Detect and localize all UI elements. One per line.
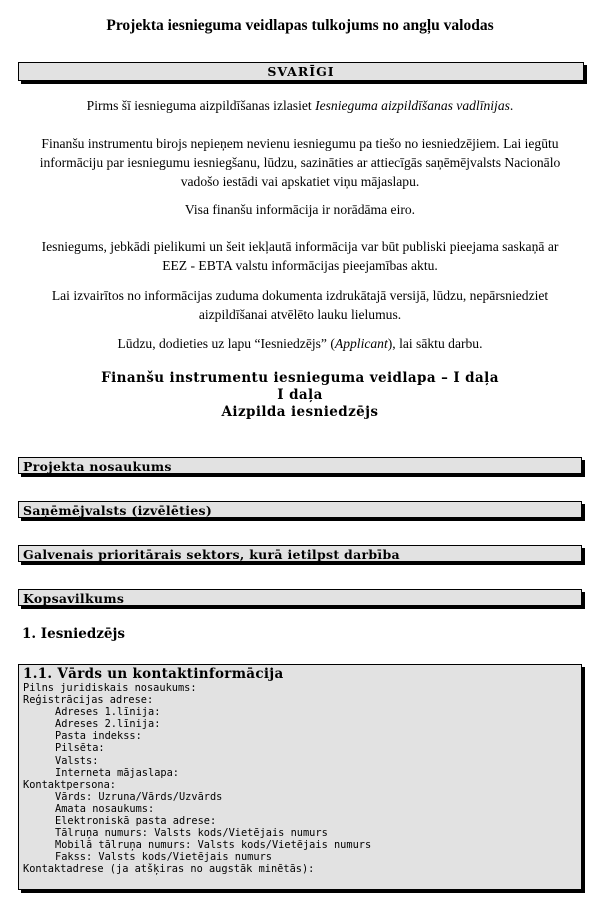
part-heading-line3: Aizpilda iesniedzējs bbox=[221, 404, 379, 420]
priority-sector-field[interactable]: Galvenais prioritārais sektors, kurā ietilpst darbība bbox=[18, 545, 582, 562]
address-line2-row[interactable]: Adreses 2.līnija: bbox=[55, 718, 161, 731]
postal-code-row[interactable]: Pasta indekss: bbox=[55, 730, 142, 743]
website-row[interactable]: Interneta mājaslapa: bbox=[55, 766, 179, 779]
part-heading-line1: Finanšu instrumentu iesnieguma veidlapa – I daļa bbox=[101, 370, 499, 386]
contact-information-box bbox=[18, 664, 582, 890]
address-line1-row[interactable]: Adreses 1.līnija: bbox=[55, 706, 161, 719]
section-applicant-heading: 1. Iesniedzējs bbox=[22, 626, 126, 642]
important-banner: SVARĪGI bbox=[18, 62, 584, 81]
country-row[interactable]: Valsts: bbox=[55, 754, 99, 767]
intro-paragraph-guidelines: Pirms šī iesnieguma aizpildīšanas izlasiet Iesnieguma aizpildīšanas vadlīnijas. bbox=[86, 98, 514, 113]
part-heading-line2: I daļa bbox=[277, 387, 323, 403]
intro-paragraph-submission: Finanšu instrumentu birojs nepieņem nevienu iesniegumu pa tiešo no iesniedzējiem. Lai iegūtu informāciju par iesniegumu iesniegšanu, lūdzu, sazināties ar attiecīgās saņēmējvalsts Nacionālo vadošo iestādi vai apskatiet viņu mājaslapu. bbox=[39, 136, 561, 189]
contact-person-row: Kontaktpersona: bbox=[23, 778, 116, 791]
contact-name-row[interactable]: Vārds: Uzruna/Vārds/Uzvārds bbox=[55, 790, 223, 803]
intro-paragraph-currency: Visa finanšu informācija ir norādāma eiro. bbox=[184, 202, 416, 217]
summary-field[interactable]: Kopsavilkums bbox=[18, 589, 582, 606]
project-name-field[interactable]: Projekta nosaukums bbox=[18, 457, 582, 474]
registration-address-row: Reģistrācijas adrese: bbox=[23, 694, 154, 707]
fax-row[interactable]: Fakss: Valsts kods/Vietējais numurs bbox=[55, 851, 272, 864]
contact-address-row[interactable]: Kontaktadrese (ja atšķiras no augstāk minētās): bbox=[23, 863, 315, 876]
mobile-phone-row[interactable]: Mobilā tālruņa numurs: Valsts kods/Vietējais numurs bbox=[55, 839, 372, 852]
email-row[interactable]: Elektroniskā pasta adrese: bbox=[55, 815, 217, 828]
intro-paragraph-start: Lūdzu, dodieties uz lapu “Iesniedzējs” (Applicant), lai sāktu darbu. bbox=[117, 336, 483, 351]
beneficiary-country-field[interactable]: Saņēmējvalsts (izvēlēties) bbox=[18, 501, 582, 518]
city-row[interactable]: Pilsēta: bbox=[55, 742, 105, 755]
document-title: Projekta iesnieguma veidlapas tulkojums no angļu valodas bbox=[106, 17, 494, 34]
job-title-row[interactable]: Amata nosaukums: bbox=[55, 802, 155, 815]
intro-paragraph-field-size: Lai izvairītos no informācijas zuduma dokumenta izdrukātajā versijā, lūdzu, nepārsniedziet aizpildīšanai atvēlēto lauku lielumus. bbox=[51, 288, 549, 322]
intro-paragraph-publicity: Iesniegums, jebkādi pielikumi un šeit iekļautā informācija var būt publiski pieejama saskaņā ar EEZ - EBTA valstu informācijas pieejamības aktu. bbox=[41, 239, 559, 273]
legal-name-row[interactable]: Pilns juridiskais nosaukums: bbox=[23, 682, 197, 694]
guidelines-reference: Iesnieguma aizpildīšanas vadlīnijas bbox=[315, 98, 510, 113]
contact-box-title: 1.1. Vārds un kontaktinformācija bbox=[23, 666, 284, 682]
phone-row[interactable]: Tālruņa numurs: Valsts kods/Vietējais numurs bbox=[55, 827, 328, 840]
